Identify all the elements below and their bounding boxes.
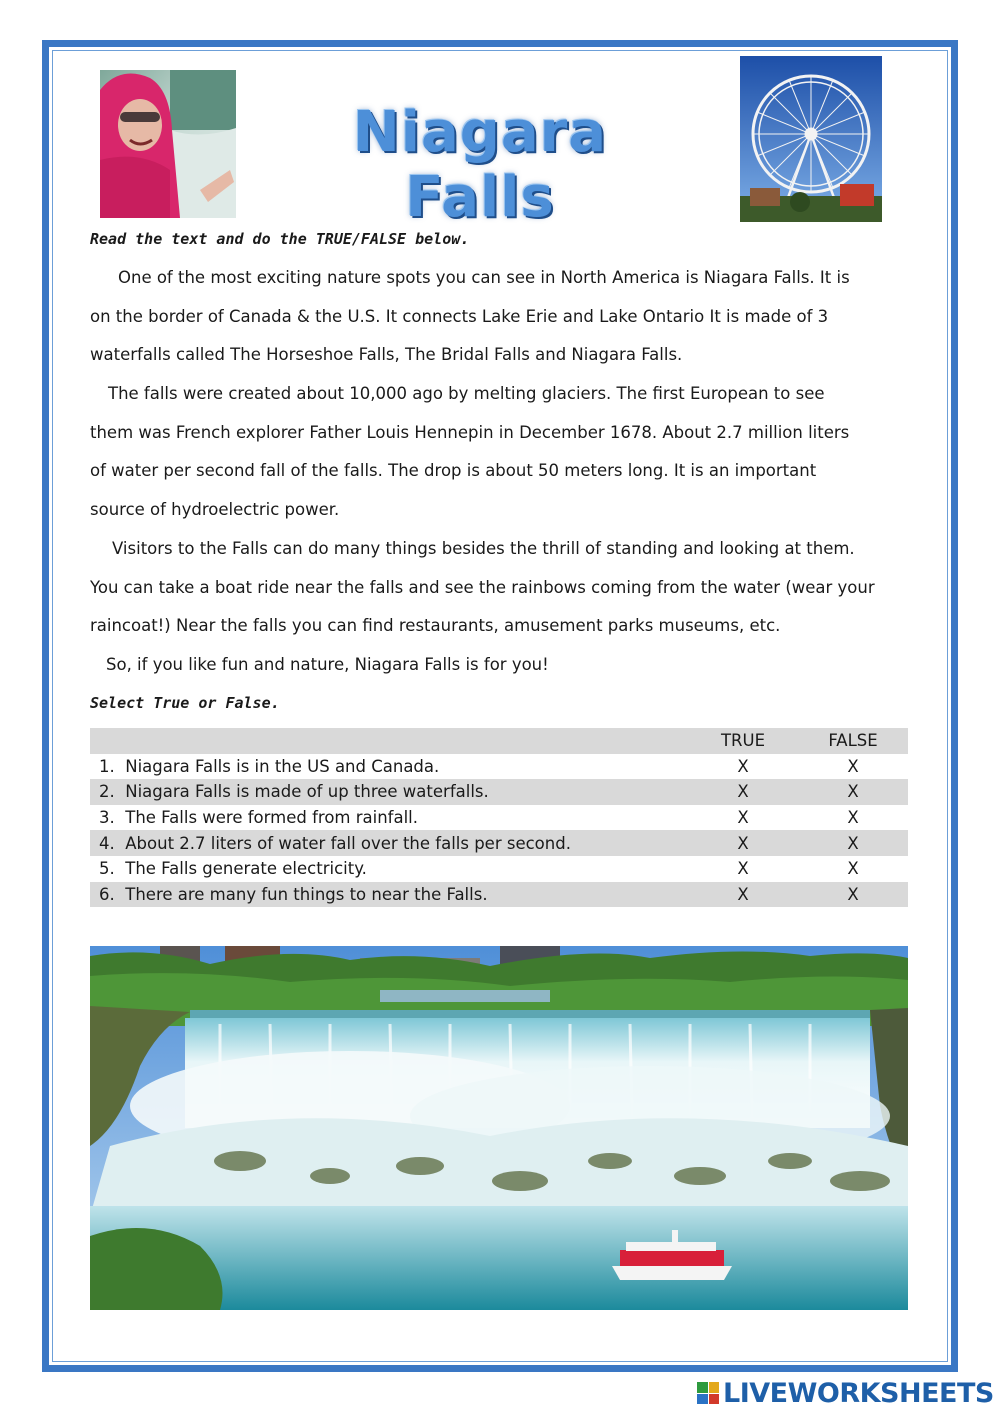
question-2: 2. Niagara Falls is made of up three waterfalls. [90, 779, 688, 805]
paragraph-1-line-3: waterfalls called The Horseshoe Falls, The Bridal Falls and Niagara Falls. [90, 345, 683, 365]
header-true: TRUE [688, 728, 798, 754]
answer-true-3[interactable]: X [737, 808, 749, 828]
paragraph-2-line-4: source of hydroelectric power. [90, 499, 340, 519]
ferris-wheel-image [740, 56, 882, 222]
table-row [90, 805, 908, 831]
question-4: 4. About 2.7 liters of water fall over the falls per second. [90, 830, 688, 856]
answer-false-1[interactable]: X [847, 756, 859, 776]
paragraph-3-line-3: raincoat!) Near the falls you can find restaurants, amusement parks museums, etc. [90, 616, 781, 636]
liveworksheets-logo [697, 1374, 994, 1412]
question-3: 3. The Falls were formed from rainfall. [99, 808, 418, 828]
paragraph-4-line-1: So, if you like fun and nature, Niagara Falls is for you! [106, 655, 549, 674]
instructions: Read the text and do the TRUE/FALSE below. [90, 230, 470, 248]
answer-false-4[interactable]: X [798, 830, 908, 856]
left-photo [100, 70, 236, 218]
paragraph-1-line-2: on the border of Canada & the U.S. It connects Lake Erie and Lake Ontario It is made of 3 [90, 306, 829, 326]
paragraph-2-line-2: them was French explorer Father Louis Hennepin in December 1678. About 2.7 million liters [90, 422, 850, 442]
question-5: 5. The Falls generate electricity. [99, 859, 367, 879]
paragraph-1 [90, 259, 915, 375]
header-question [90, 728, 688, 754]
paragraph-3 [90, 530, 915, 646]
answer-false-2[interactable]: X [798, 779, 908, 805]
question-1: 1. Niagara Falls is in the US and Canada. [99, 756, 440, 776]
logo-text: LIVEWORKSHEETS [723, 1377, 994, 1409]
header-false: FALSE [798, 728, 908, 754]
answer-true-5[interactable]: X [737, 859, 749, 879]
answer-false-6[interactable]: X [798, 882, 908, 908]
answer-true-4[interactable]: X [688, 830, 798, 856]
select-prompt: Select True or False. [90, 694, 280, 712]
answer-false-5[interactable]: X [847, 859, 859, 879]
table-row [90, 830, 908, 856]
table-row [90, 882, 908, 908]
paragraph-2 [90, 375, 915, 529]
logo-icon [697, 1382, 719, 1404]
answer-true-1[interactable]: X [737, 756, 749, 776]
paragraph-2-line-3: of water per second fall of the falls. The drop is about 50 meters long. It is an important [90, 461, 817, 481]
answer-true-6[interactable]: X [688, 882, 798, 908]
paragraph-3-line-2: You can take a boat ride near the falls and see the rainbows coming from the water (wear your [90, 577, 875, 597]
niagara-falls-image [90, 946, 908, 1310]
paragraph-4 [90, 646, 915, 685]
paragraph-1-line-1: One of the most exciting nature spots you can see in North America is Niagara Falls. It is [118, 268, 850, 287]
bottom-photo [90, 946, 908, 1310]
page-title: Niagara Falls [352, 100, 608, 230]
table-row [90, 779, 908, 805]
paragraph-2-line-1: The falls were created about 10,000 ago by melting glaciers. The first European to see [108, 384, 825, 403]
table-row [90, 856, 908, 882]
table-row [90, 754, 908, 780]
question-6: 6. There are many fun things to near the Falls. [90, 882, 688, 908]
table-header-row [90, 728, 908, 754]
paragraph-3-line-1: Visitors to the Falls can do many things besides the thrill of standing and looking at them. [112, 539, 855, 558]
true-false-table [90, 728, 908, 907]
raincoat-person-image [100, 70, 236, 218]
answer-true-2[interactable]: X [688, 779, 798, 805]
right-photo [740, 56, 882, 222]
answer-false-3[interactable]: X [847, 808, 859, 828]
